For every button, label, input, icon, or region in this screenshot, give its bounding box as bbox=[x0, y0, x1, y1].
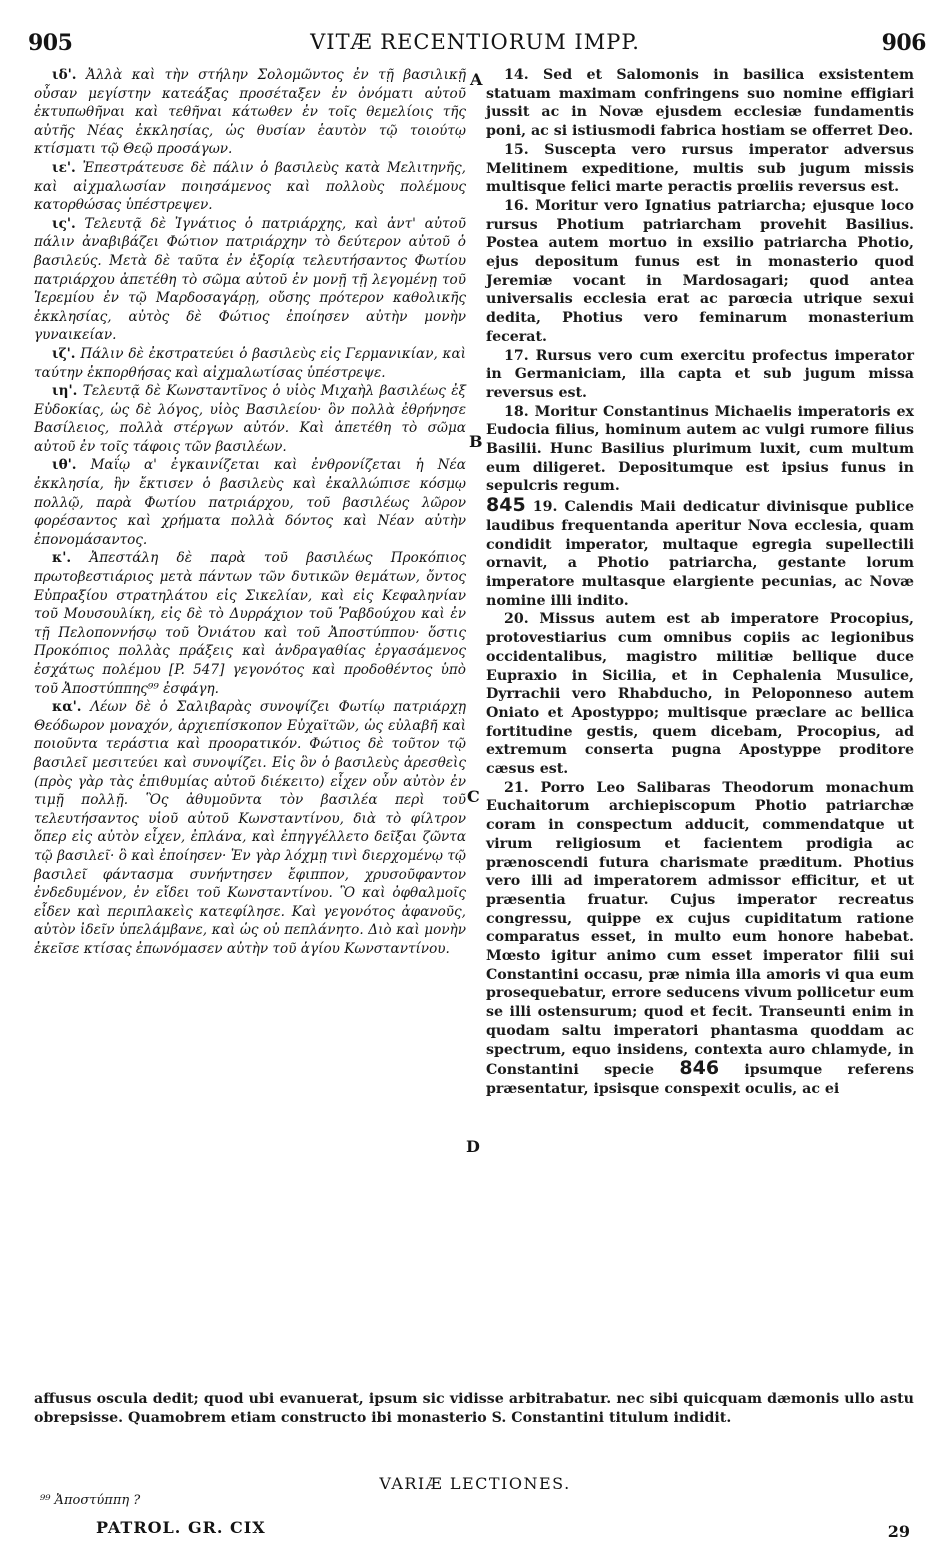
paragraph-text: Λέων δὲ ὁ Σαλιβαρὰς συνοψίζει Φωτίῳ πατριάρχῃ Θεόδωρον μοναχόν, ἀρχιεπίσκοπον Εὐχαϊτῶν, ὡς εὐλαβῆ καὶ ποιοῦντα τεράστια καὶ προορατικόν. Φώτιος δὲ τοῦτον τῷ βασιλεῖ μεσιτεύει καὶ συνοψίζει. Εἰς ὃν ὁ βασιλεὺς ἀρεσθεὶς (πρὸς γὰρ τὰς ἐπιθυμίας αὐτοῦ διέκειτο) εἶχεν οὖν αὐτὸν ἐν τιμῇ πολλῇ. Ὃς ἀθυμοῦντα τὸν βασιλέα περὶ τοῦ τελευτήσαντος υἱοῦ αὐτοῦ Κωνσταντίνου, διὰ τὸ φίλτρον ὅπερ εἰς αὐτὸν εἶχεν, ἐπλάνα, καὶ ἐπηγγέλλετο δεῖξαι ζῶντα τῷ βασιλεῖ· ὃ καὶ ἐποίησεν· Ἐν γὰρ λόχμῃ τινὶ διερχομένῳ τῷ βασιλεῖ φάντασμα συνήντησεν ἔφιππον, χρυσοῦφαντον ἐνδεδυμένον, ἐν εἴδει τοῦ Κωνσταντίνου. Ὃ καὶ ὀφθαλμοῖς εἶδεν καὶ περιπλακεὶς κατεφίλησε. Καὶ γεγονότος ἀφανοῦς, αὐτὸν ἰδεῖν ὑπελάμβανε, καὶ ὡς οὐ πεπλάνητο. Διὸ καὶ μονὴν ἐκεῖσε κτίσας ἐπωνόμασεν αὐτὴν τοῦ ἁγίου Κωνσταντίνου. bbox=[34, 699, 466, 957]
paragraph-text: Suscepta vero rursus imperator adversus Melitinem expeditione, multis sub jugum missis multisque felici marte peractis prœliis reversus est. bbox=[486, 141, 914, 196]
paragraph-number: 15. bbox=[504, 141, 529, 158]
greek-paragraph bbox=[34, 698, 466, 958]
paragraph-text: Missus autem est ab imperatore Procopius, protovestiarius cum omnibus copiis ac legionibus occidentalibus, magistro militiæ bellique duce Eupraxio in Sicilia, et in Cephalenia Musulice, Dyrrachii vero Rhabducho, in Peloponneso autem Oniato et Apostyppo; multisque præclare ac bellica fortitudine gestis, quem dicebam, Procopius, ad extremum conserta pugna Apostyppe proditore cæsus est. bbox=[486, 611, 914, 778]
greek-paragraph bbox=[34, 549, 466, 698]
margin-marker-a: A bbox=[470, 70, 483, 89]
paragraph-number: 20. bbox=[504, 611, 529, 628]
page-marker-845: 845 bbox=[486, 494, 526, 517]
greek-paragraph bbox=[34, 215, 466, 345]
paragraph-text: Πάλιν δὲ ἐκστρατεύει ὁ βασιλεὺς εἰς Γερμανικίαν, καὶ ταύτην ἐκπορθήσας καὶ αἰχμαλωτίσας ὑπέστρεψε. bbox=[34, 345, 466, 381]
margin-marker-c: C bbox=[467, 787, 480, 806]
greek-paragraph bbox=[34, 382, 466, 456]
paragraph-number: κα'. bbox=[52, 699, 82, 716]
right-page-number: 906 bbox=[881, 30, 926, 56]
paragraph-number: ιδ'. bbox=[52, 67, 77, 83]
paragraph-text: Ἀλλὰ καὶ τὴν στήλην Σολομῶντος ἐν τῇ βασιλικῇ οὖσαν μεγίστην κατεάξας προσέταξεν ἐν ὀνόματι αὐτοῦ ἐκτυπωθῆναι καὶ τεθῆναι κάτωθεν ἐν τοῖς θεμελίοις τῆς αὐτῆς Νέας ἐκκλησίας, ὡς θυσίαν ἑαυτὸν τῷ τοιούτῳ κτίσματι τῷ Θεῷ προσάγων. bbox=[34, 67, 466, 158]
paragraph-text: Porro Leo Salibaras Theodorum monachum Euchaitorum archiepiscopum Photio patriarchæ coram in conspectum adducit, commendatque ut virum religiosum et facientem prodigia ac prænoscendi futura charismate præditum. Photius vero illi ad imperatorem admissor efficitur, et ut præsentia fruatur. Cujus imperator recreatus congressu, quippe ex cujus cupiditatum ratione comparatus esset, in multo eum honore habebat. Mœsto igitur animo cum esset imperator filii sui Constantini occasu, præ nimia illa amoris vi qua eum prosequebatur, errore seducens vivum pollicetur eum se illi ostensurum; quod et fecit. Transeunti enim in quodam saltu imperatori phantasma quoddam ac spectrum, equo insidens, contexta auro chlamyde, in Constantini specie bbox=[486, 779, 914, 1079]
paragraph-text: Moritur Constantinus Michaelis imperatoris ex Eudocia filius, hominum autem ac vulgi rumore filius Basilii. Hunc Basilius plurimum luxit, cum multum eum diligeret. Depositumque est ipsius funus in sepulcris regum. bbox=[486, 403, 914, 495]
paragraph-text: Rursus vero cum exercitu profectus imperator in Germaniciam, illa capta et sub jugum missa reversus est. bbox=[486, 347, 914, 401]
greek-paragraph bbox=[34, 159, 466, 215]
paragraph-number: ιζ'. bbox=[52, 345, 76, 362]
greek-column bbox=[34, 66, 466, 959]
paragraph-number: 16. bbox=[504, 197, 529, 214]
latin-paragraph bbox=[486, 141, 914, 197]
paragraph-text: Moritur vero Ignatius patriarcha; ejusque loco rursus Photium patriarcham provehit Basilius. Postea autem mortuo in exsilio patriarcha Photio, ejus depositum funus est in monasterio quod Jeremiæ vocant in Mardosagari; quod antea universalis ecclesia erat ac parœcia utrique sexui dedita, Photius vero feminarum monasterium fecerat. bbox=[486, 197, 914, 345]
greek-paragraph bbox=[34, 345, 466, 382]
greek-paragraph bbox=[34, 456, 466, 549]
latin-paragraph bbox=[486, 66, 914, 141]
latin-paragraph bbox=[486, 610, 914, 778]
latin-column bbox=[486, 66, 914, 1099]
continuation-text: affusus oscula dedit; quod ubi evanuerat, ipsum sic vidisse arbitrabatur. nec sibi quicquam dæmonis ullo astu obrepsisse. Quamobrem etiam constructo ibi monasterio S. Constantini titulum indidit. bbox=[34, 1391, 914, 1426]
footer-gathering-number: 29 bbox=[887, 1522, 910, 1541]
running-title: VITÆ RECENTIORUM IMPP. bbox=[310, 30, 640, 54]
paragraph-text: Calendis Maii dedicatur divinisque publice laudibus frequentanda aperitur Nova ecclesia, quam condidit imperator, multaque egregia supellectili ornavit, a Photio patriarcha, gestante lorum imperatore multasque elargiente pecunias, ac Novæ nomine illi indito. bbox=[486, 499, 914, 609]
paragraph-text-continued: ipsumque referens præsentatur, ipsisque conspexit oculis, ac ei bbox=[486, 1062, 914, 1097]
paragraph-text: Sed et Salomonis in basilica exsistentem statuam maximam confringens suo nomine effigiari jussit ac in Novæ ejusdem ecclesiæ fundamentis poni, ac si istiusmodi fabrica hostiam se offerret Deo. bbox=[486, 67, 914, 140]
footer-signature: PATROL. GR. CIX bbox=[96, 1518, 266, 1537]
latin-paragraph bbox=[486, 496, 914, 610]
variant-reading-note: ⁹⁹ Ἀποστύππη ? bbox=[40, 1493, 141, 1508]
paragraph-number: 14. bbox=[504, 67, 529, 83]
latin-paragraph bbox=[486, 779, 914, 1099]
paragraph-number: 19. bbox=[532, 499, 558, 516]
paragraph-text: Τελευτᾷ δὲ Κωνσταντῖνος ὁ υἱὸς Μιχαὴλ βασιλέως ἐξ Εὐδοκίας, ὡς δὲ λόγος, υἱὸς Βασιλείου· ὃν πολλὰ ἐθρήνησε Βασίλειος, πολλὰ στέργων αὐτόν. Καὶ ἀπετέθη τὸ σῶμα αὐτοῦ ἐν τοῖς τάφοις τῶν βασιλέων. bbox=[34, 383, 466, 455]
paragraph-number: ιη'. bbox=[52, 383, 78, 400]
paragraph-number: 17. bbox=[504, 347, 529, 364]
greek-paragraph bbox=[34, 66, 466, 159]
latin-paragraph bbox=[486, 197, 914, 347]
paragraph-number: κ'. bbox=[52, 550, 72, 567]
latin-paragraph bbox=[486, 347, 914, 403]
paragraph-text: Μαΐῳ α' ἐγκαινίζεται καὶ ἐνθρονίζεται ἡ Νέα ἐκκλησία, ἣν ἔκτισεν ὁ βασιλεὺς καὶ ἐκαλλώπισε κόσμῳ πολλῷ, παρὰ Φωτίου πατριάρχου, τοῦ βασιλέως λῶρον φορέσαντος καὶ χρήματα πολλὰ δόντος καὶ Νέαν αὐτὴν ἐπονομάσαντος. bbox=[34, 457, 466, 548]
margin-marker-b: B bbox=[469, 432, 483, 451]
paragraph-text: Ἐπεστράτευσε δὲ πάλιν ὁ βασιλεὺς κατὰ Μελιτηνῆς, καὶ αἰχμαλωσίαν ποιησάμενος καὶ πολλοὺς πολέμους κατορθώσας ὑπέστρεψεν. bbox=[34, 159, 466, 214]
variae-lectiones-heading: VARIÆ LECTIONES. bbox=[379, 1474, 571, 1493]
latin-paragraph bbox=[486, 403, 914, 497]
page-marker-846: 846 bbox=[679, 1057, 720, 1080]
paragraph-number: ιε'. bbox=[52, 159, 76, 176]
left-page-number: 905 bbox=[28, 30, 73, 56]
paragraph-number: 18. bbox=[504, 403, 529, 420]
margin-marker-d: D bbox=[466, 1137, 480, 1156]
paragraph-number: 21. bbox=[504, 779, 529, 796]
paragraph-text: Τελευτᾷ δὲ Ἰγνάτιος ὁ πατριάρχης, καὶ ἀντ' αὐτοῦ πάλιν ἀναβιβάζει Φώτιον πατριάρχην τὸ δεύτερον αὐτοῦ ὁ βασιλεύς. Μετὰ δὲ ταῦτα ἐν ἐξορίᾳ τελευτήσαντος Φωτίου πατριάρχου ἀπετέθη τὸ σῶμα αὐτοῦ ἐν μονῇ τῇ λεγομένῃ τοῦ Ἱερεμίου ἐν τῷ Μαρδοσαγάρῃ, οὔσης πρότερον καθολικῆς ἐκκλησίας, αὐτὸς δὲ Φώτιος ἐποίησεν αὐτὴν μονὴν γυναικείαν. bbox=[34, 215, 466, 344]
paragraph-number: ις'. bbox=[52, 215, 76, 232]
paragraph-number: ιθ'. bbox=[52, 457, 77, 474]
paragraph-text: Ἀπεστάλη δὲ παρὰ τοῦ βασιλέως Προκόπιος πρωτοβεστιάριος μετὰ πάντων τῶν δυτικῶν θεμάτων, ὄντος Εὐπραξίου στρατηλάτου εἰς Σικελίαν, καὶ εἰς Κεφαληνίαν τοῦ Μουσουλίκη, εἰς δὲ τὸ Δυρράχιον τοῦ Ῥαβδούχου καὶ ἐν τῇ Πελοποννήσῳ τοῦ Ὀνιάτου καὶ τοῦ Ἀποστύππου· ὅστις Προκόπιος πολλὰς πράξεις καὶ ἀνδραγαθίας ἐργασάμενος ἐσχάτως πολέμου [P. 547] γεγονότος καὶ προδοθέντος ὑπὸ τοῦ Ἀποστύππης⁹⁹ ἐσφάγη. bbox=[34, 550, 466, 697]
